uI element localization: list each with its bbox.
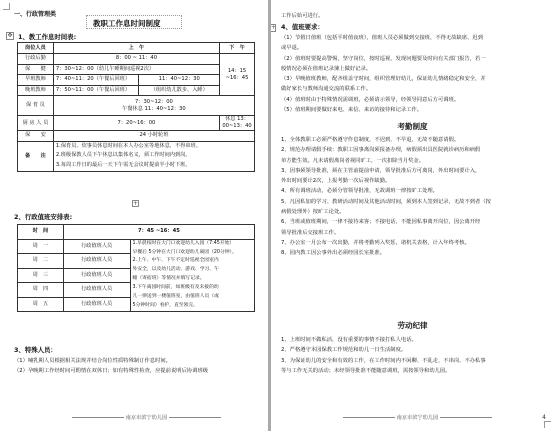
labor-discipline-title: 劳动纪律 <box>397 321 428 330</box>
duty-note-line: 外安全，以及幼儿活动、游戏、学习、午 <box>132 267 219 273</box>
add-row-icon[interactable]: + <box>133 200 139 207</box>
remark-line: 3.每周工作日的最后一天下午需无会议时提前半小时下班。 <box>55 161 191 168</box>
table-row <box>18 96 255 116</box>
list-item: （1）节假日值班（包括平时值夜班），值班人员必须做到交接班，不得无故缺席、迟到 <box>281 35 484 41</box>
row-morning-b: 11：40~12：30 <box>139 75 220 86</box>
page-footer <box>343 414 492 421</box>
list-item: 6、当班或值班期间，一律不接待来客；不接电话，不能因私事离开岗位，因公离开经 <box>281 219 481 226</box>
row-morning: 7：30~12：00（幼儿午睡期间巡视2次） <box>53 64 219 75</box>
document-title: 教职工作息时间制度 <box>93 19 161 28</box>
margin-corner-mark <box>3 3 10 10</box>
list-item: 单方能生效。凡未请假离岗者视同旷工，一次扣除当月奖金。 <box>281 157 425 164</box>
header-afternoon: 下 午 <box>220 43 255 54</box>
row-post: 行政后勤 <box>18 54 54 65</box>
top-heading: 一、行政管理类 <box>14 11 57 18</box>
row-post: 保 育 员 <box>18 96 54 116</box>
row-post: 早班教师 <box>18 75 54 86</box>
table-row <box>18 43 255 54</box>
work-schedule-table[interactable] <box>17 42 255 172</box>
row-morning-a: 7：40~11：20（午餐后回班） <box>53 75 139 86</box>
row-value <box>53 96 254 116</box>
list-item: 8、园内教工因公事外出必须经园长室批准。 <box>281 250 386 257</box>
duty-note-line: 5分钟时间）看护，直至领完。 <box>132 302 198 308</box>
list-item: 做好家长与教师沟通交流的联系工作。 <box>281 86 372 93</box>
list-item: （4）值班时由于特殊情况需调班，必须请示领导，经领导同意后方可调班。 <box>281 96 460 103</box>
row-value-line: 7：30~12：00 <box>135 98 173 105</box>
day-cell: 周 五 <box>18 297 64 312</box>
row-post: 备 注 <box>18 141 54 171</box>
row-post: 保 健 <box>18 64 54 75</box>
list-item: 2、规范办理请假手续：教职工因事离岗须报备办理，病假须出具医院就诊病历和病假 <box>281 147 481 154</box>
duty-cell: 行政值班人员 <box>63 254 130 269</box>
day-cell: 周 三 <box>18 268 64 283</box>
table-row <box>18 116 255 131</box>
list-item: 或早退。 <box>281 45 303 52</box>
page-number: 4 <box>542 414 546 421</box>
list-item: 1、全体教职工必须严格遵守作息制度，不迟到、不早退，无故不随意请假。 <box>281 137 460 143</box>
header-morning: 上 午 <box>53 43 219 54</box>
duty-note-line: 1.早晨按时在大门口欢迎幼儿入园（7:45开始） <box>132 240 235 246</box>
row-value-a: 7：20~16：00 <box>53 116 219 131</box>
list-item: 领导批准后交接班工作。 <box>281 229 340 236</box>
list-item: 等与工作无关的活动；未经领导批准不能随意调班，需按领导和幼儿园。 <box>281 367 451 374</box>
list-item: 7、办公室一月公布一次出勤，并将考勤列入奖惩，诸机关表格，计入年终考核。 <box>281 239 470 246</box>
day-cell: 周 二 <box>18 254 64 269</box>
list-item: 外出时间要计2次，上报考勤一次后视作缺勤。 <box>281 178 391 185</box>
section-3-heading: 3、特殊人员： <box>14 346 57 354</box>
document-page-left <box>0 0 268 431</box>
footer-text: 南京市滨宁幼儿园 <box>125 415 168 421</box>
duty-note-line: 早餐后 5分钟在大门口欢迎幼儿离园（20分钟）。 <box>132 249 237 255</box>
intro-line: 工作后始可进行。 <box>281 13 324 19</box>
duty-note-line: 儿一律送到一楼值班室，由值班人员（或 <box>132 294 219 300</box>
row-value-b: 休息 13：00~13：40 <box>220 116 255 131</box>
list-item: （3）早晚值班教师，配齐组盖守时间，组织管理好幼儿，保证幼儿情绪稳定和安全，并 <box>281 76 486 83</box>
list-item: 1、上班时间不做私活，没有重要的事情不接打私人电话。 <box>281 337 417 343</box>
attendance-title: 考勤制度 <box>397 122 428 131</box>
labor-discipline-list <box>281 335 549 376</box>
day-cell: 周 四 <box>18 283 64 298</box>
margin-corner-mark <box>544 421 551 428</box>
duty-schedule-table[interactable] <box>17 224 255 312</box>
table-row <box>18 225 255 240</box>
table-row <box>18 85 255 96</box>
document-page-right <box>271 0 554 431</box>
attendance-rules-list <box>281 135 549 259</box>
remark-line: 2.班级保教人员下午休息以集体名义，须工作时间内到岗。 <box>55 152 191 159</box>
row-value: 24 小时轮班 <box>53 131 254 142</box>
footer-text: 南京市滨宁幼儿园 <box>396 415 439 421</box>
row-morning: 8：00 ~ 11：40 <box>53 54 219 65</box>
special-staff-item: （2）孕晚期工作经时间可酌情在双休日；如有特殊性检查，应提前说明后协调班级 <box>14 368 209 374</box>
table-move-handle-icon[interactable]: ✥ <box>7 32 13 39</box>
list-item: 4、所有调班活动，必须分管领导批准，无故调班一律按旷工处理。 <box>281 188 438 195</box>
list-item: 2、严格遵守本园保教工作规范和幼儿一日生活制度。 <box>281 347 407 354</box>
special-staff-item: （1）哺乳期人员根据相关法规并结合岗位性质特殊制订作息时间。 <box>14 358 171 364</box>
table-row <box>18 64 255 75</box>
table-row <box>18 54 255 65</box>
duty-note-line: 3.下午离园时间前，如班级有及未接的幼 <box>132 285 219 291</box>
duty-note-line: 2.上午、中午、下午不定时巡视全园室内 <box>132 258 219 264</box>
row-post: 晚班教师 <box>18 85 54 96</box>
duty-cell: 行政值班人员 <box>63 297 130 312</box>
list-item: （2）值班时要提高警惕，坚守岗位，按时巡视，发现问题要及时向有关部门报告，若一 <box>281 55 486 62</box>
header-time: 时 间 <box>18 225 64 240</box>
list-item: （5）值班期间要做好来电、来信、来访的接待和记录工作。 <box>281 107 423 114</box>
row-morning-a: 7：50~11：00（午餐后回班） <box>53 85 139 96</box>
list-item: 3、为保证幼儿的安全和有效的工作，在工作时间内不闲聊、不乱走、不串岗、不办私事 <box>281 357 486 364</box>
header-post: 岗位人员 <box>18 43 54 54</box>
afternoon-merged-time: 14：15 ~16：45 <box>220 54 255 96</box>
row-morning-b: （组织幼儿散步、入睡） <box>139 85 220 96</box>
add-column-icon[interactable]: + <box>271 24 277 31</box>
list-item: 3、因事须领导批准，须在主管前提前申请，领导批准后方可离岗，外出时间要计入， <box>281 167 481 174</box>
page-footer <box>72 414 221 421</box>
row-post: 厨 房 人 员 <box>18 116 54 131</box>
duty-cell: 行政值班人员 <box>63 268 130 283</box>
day-cell: 周 一 <box>18 239 64 254</box>
list-item: 5、凡因私加的学习、教研活动时间及其他活动时间，须到本人签到记录，无故不到者（按 <box>281 198 491 205</box>
list-item: 病假处理外）按旷工论处。 <box>281 209 345 216</box>
remarks-cell <box>53 141 254 171</box>
remark-line: 1.保育员、炊事员休息时间在本人办公室等地休息，不得串班。 <box>55 142 201 149</box>
list-item: 般情况必须在值班记录簿上做好记录。 <box>281 65 372 72</box>
duty-note-line: 睡（寄宿班）等情况并填写记录。 <box>132 276 205 282</box>
duty-cell: 行政值班人员 <box>63 283 130 298</box>
section-1-heading: 1、教工作息时间表: <box>18 33 77 41</box>
section-4-heading: 4、值班要求： <box>281 23 324 31</box>
table-row <box>18 75 255 86</box>
table-row <box>18 239 255 254</box>
row-value-line: 午餐休息 11：40~12：30 <box>122 105 186 112</box>
section-2-heading: 2、行政值班安排表: <box>14 213 73 221</box>
table-row <box>18 131 255 142</box>
duty-notes-cell <box>130 239 254 312</box>
table-row <box>18 141 255 171</box>
duty-requirements-list <box>281 33 549 115</box>
header-time-range: 7：45 ~16：45 <box>63 225 254 240</box>
duty-cell: 行政值班人员 <box>63 239 130 254</box>
row-post: 保 安 <box>18 131 54 142</box>
